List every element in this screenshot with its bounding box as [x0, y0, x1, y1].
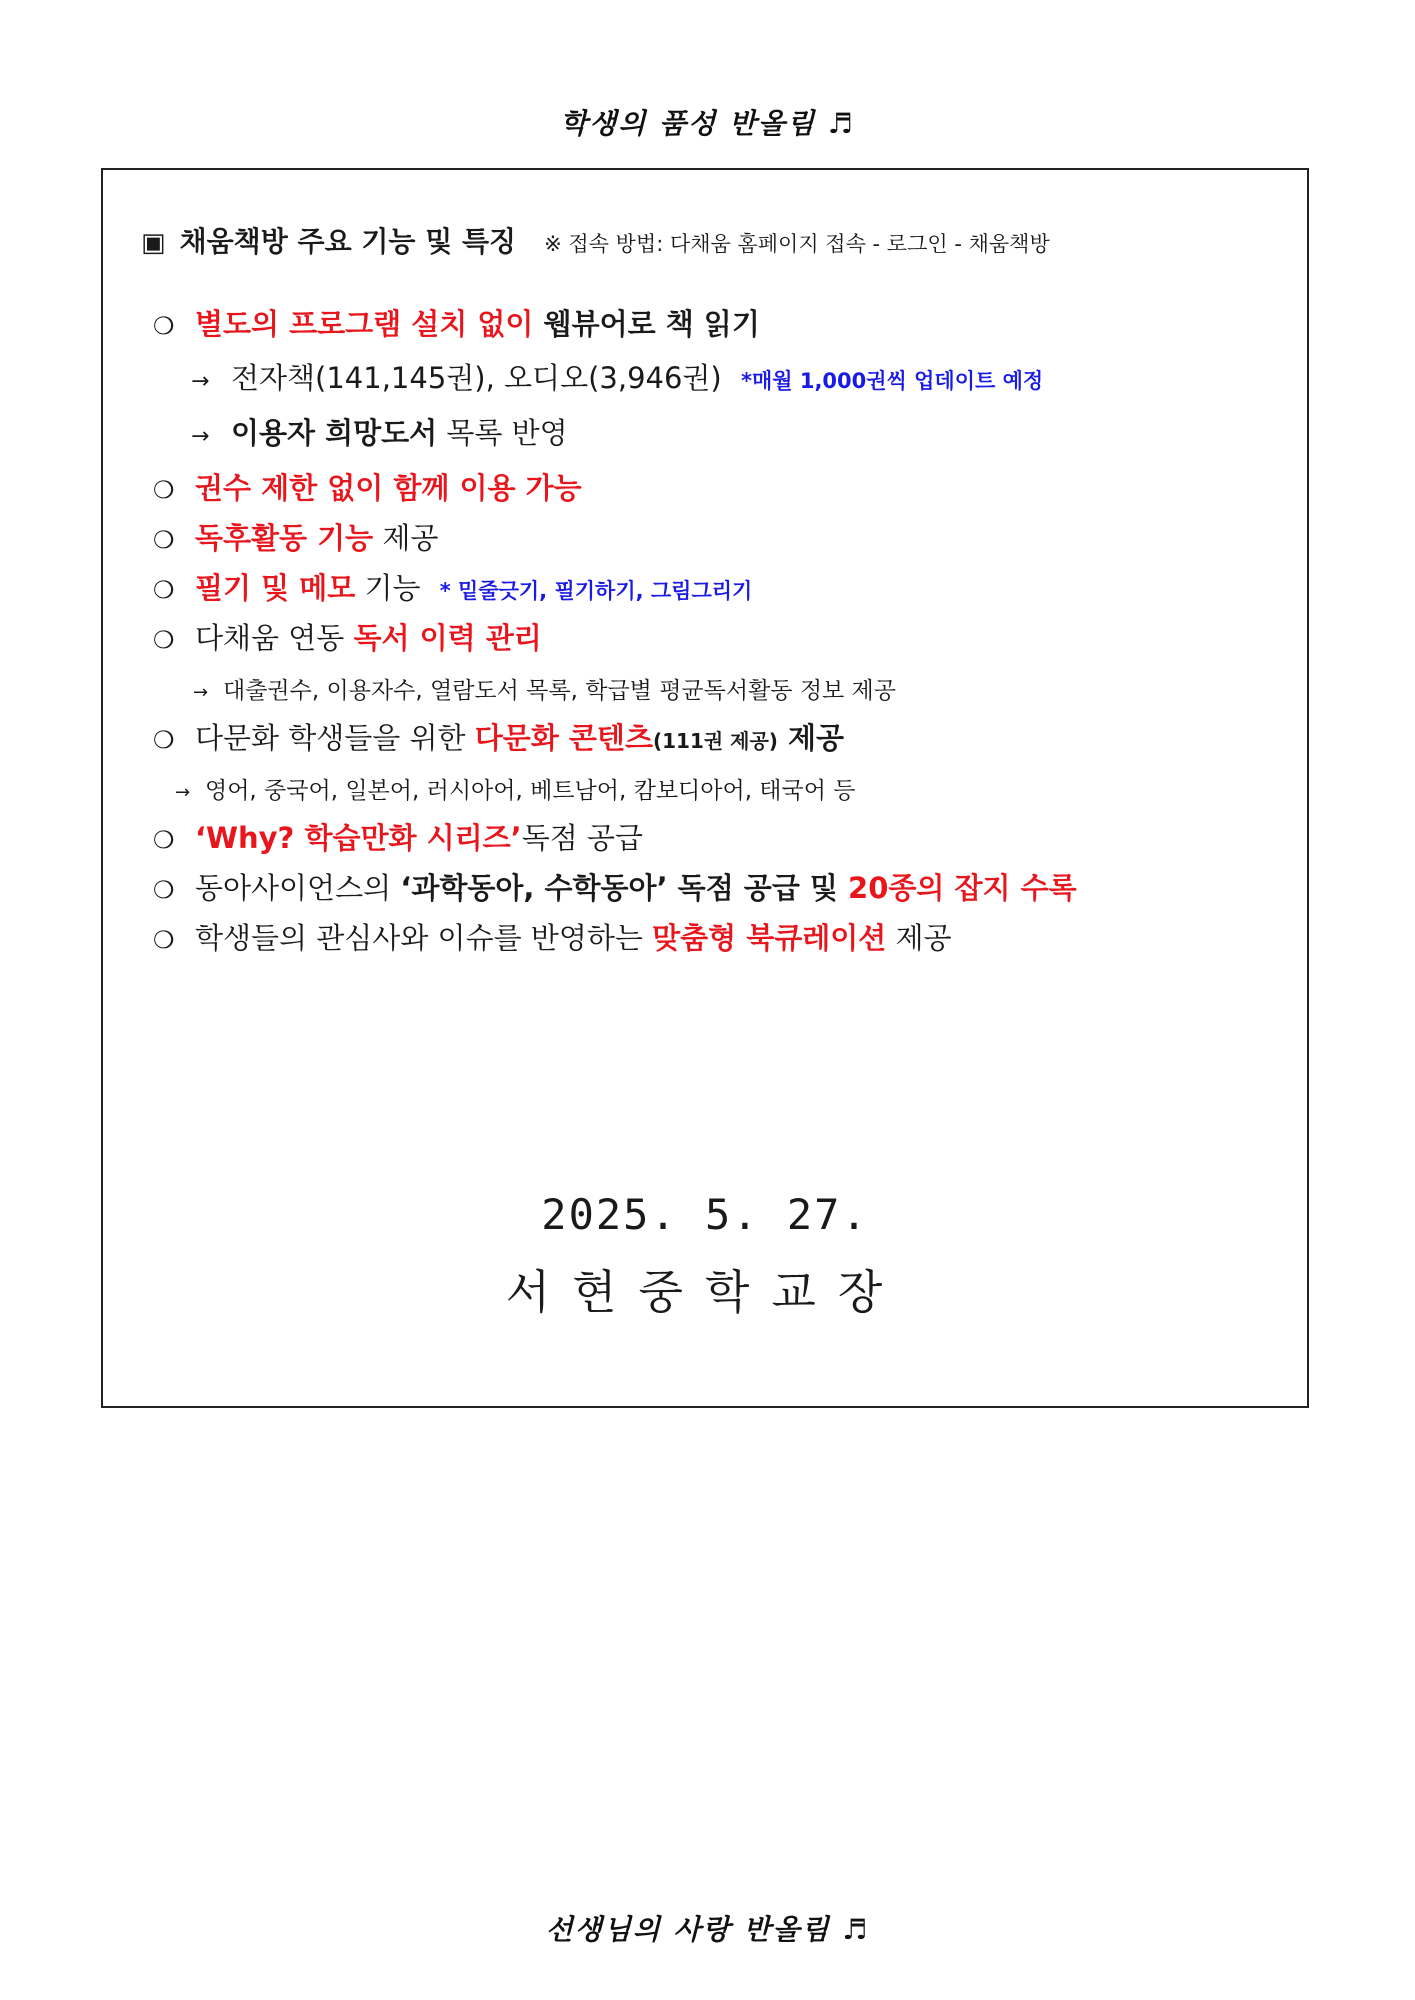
arrow-icon: → [191, 369, 210, 394]
list-item: ❍ 필기 및 메모 기능 * 밑줄긋기, 필기하기, 그림그리기 [153, 571, 753, 605]
signer: 서현중학교장 [505, 1265, 905, 1319]
bullet-icon: ❍ [153, 576, 175, 604]
sub-item: → 전자책(141,145권), 오디오(3,946권) *매월 1,000권씩 업데이트 예정 [191, 361, 1044, 395]
list-item: ❍ 별도의 프로그램 설치 없이 웹뷰어로 책 읽기 [153, 307, 760, 341]
bullet-icon: ❍ [153, 476, 175, 504]
section-title: 채움책방 주요 기능 및 특징 [179, 225, 517, 258]
list-item: ❍ 동아사이언스의 ‘과학동아, 수학동아’ 독점 공급 및 20종의 잡지 수록 [153, 871, 1077, 905]
notice-box [101, 168, 1309, 1408]
list-item: ❍ 독후활동 기능 제공 [153, 521, 439, 555]
issue-date: 2025. 5. 27. [541, 1190, 869, 1239]
arrow-icon: → [193, 682, 209, 703]
arrow-icon: → [175, 782, 191, 803]
list-item: ❍ 학생들의 관심사와 이슈를 반영하는 맞춤형 북큐레이션 제공 [153, 921, 952, 955]
square-in-square-icon: ▣ [141, 228, 166, 258]
bullet-icon: ❍ [153, 312, 175, 340]
bullet-icon: ❍ [153, 826, 175, 854]
access-note: ※ 접속 방법: 다채움 홈페이지 접속 - 로그인 - 채움책방 [544, 232, 1050, 256]
header-motto: 학생의 품성 반올림 ♬ [560, 107, 855, 140]
section-heading [141, 220, 1050, 260]
list-item: ❍ 권수 제한 없이 함께 이용 가능 [153, 471, 582, 505]
bullet-icon: ❍ [153, 926, 175, 954]
footer-motto: 선생님의 사랑 반올림 ♬ [545, 1913, 870, 1946]
sub-item: → 이용자 희망도서 목록 반영 [191, 416, 568, 450]
sub-item: → 영어, 중국어, 일본어, 러시아어, 베트남어, 캄보디아어, 태국어 등 [175, 778, 856, 804]
sub-item: → 대출권수, 이용자수, 열람도서 목록, 학급별 평균독서활동 정보 제공 [193, 678, 896, 704]
list-item: ❍ 다채움 연동 독서 이력 관리 [153, 621, 542, 655]
bullet-icon: ❍ [153, 626, 175, 654]
list-item: ❍ 다문화 학생들을 위한 다문화 콘텐츠(111권 제공) 제공 [153, 721, 845, 755]
list-item: ❍ ‘Why? 학습만화 시리즈’독점 공급 [153, 821, 643, 855]
bullet-icon: ❍ [153, 726, 175, 754]
arrow-icon: → [191, 424, 210, 449]
bullet-icon: ❍ [153, 876, 175, 904]
bullet-icon: ❍ [153, 526, 175, 554]
